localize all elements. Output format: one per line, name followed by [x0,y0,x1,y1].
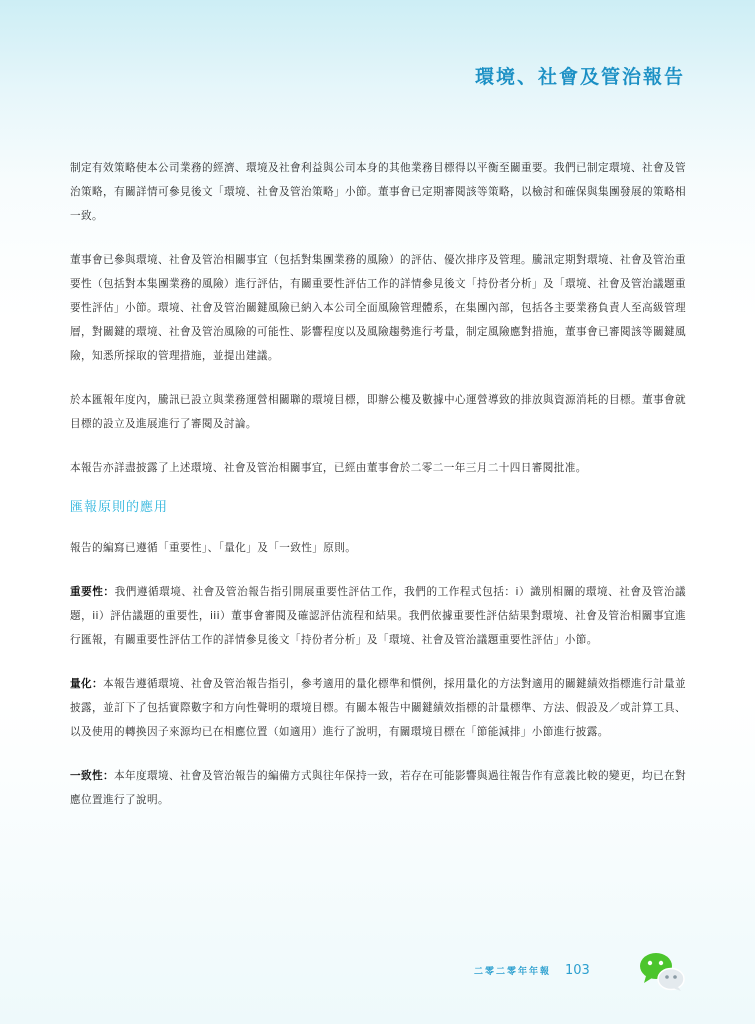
principle-text: 本報告遵循環境、社會及管治報告指引，參考適用的量化標準和慣例，採用量化的方法對適用的關鍵績效指標進行計量並披露，並訂下了包括實際數字和方向性聲明的環境目標。有關本報告中關鍵績效指標的計量標準、方法、假設及／或計算工具、以及使用的轉換因子來源均已在相應位置（如適用）進行了說明，有關環境目標在「節能減排」小節進行披露。 [70,678,686,738]
paragraph-strategy: 制定有效策略使本公司業務的經濟、環境及社會利益與公司本身的其他業務目標得以平衡至關重要。我們已制定環境、社會及管治策略，有關詳情可參見後文「環境、社會及管治策略」小節。董事會已定期審閱該等策略，以檢討和確保與集團發展的策略相一致。 [70,162,686,222]
principle-quantitative [70,672,686,744]
paragraph-approval: 本報告亦詳盡披露了上述環境、社會及管治相關事宜，已經由董事會於二零二一年三月二十四日審閱批准。 [70,462,587,474]
principle-text: 我們遵循環境、社會及管治報告指引開展重要性評估工作，我們的工作程式包括：i）識別相關的環境、社會及管治議題，ii）評估議題的重要性，iii）董事會審閱及確認評估流程和結果。我們依據重要性評估結果對環境、社會及管治相關事宜進行匯報，有關重要性評估工作的詳情參見後文「持份者分析」及「環境、社會及管治議題重要性評估」小節。 [70,586,686,646]
wechat-logo-icon [638,950,686,992]
footer-report-name: 二零二零年年報 [474,967,552,977]
section-intro: 報告的編寫已遵循「重要性」、「量化」及「一致性」原則。 [70,542,357,554]
page-footer [474,963,590,978]
principle-consistency [70,764,686,812]
report-body [70,156,686,812]
principle-materiality [70,580,686,652]
principle-label: 一致性： [70,770,114,782]
section-heading: 匯報原則的應用 [70,500,169,515]
page-number: 103 [565,963,590,978]
paragraph-board-risk: 董事會已參與環境、社會及管治相關事宜（包括對集團業務的風險）的評估、優次排序及管理。騰訊定期對環境、社會及管治重要性（包括對本集團業務的風險）進行評估，有關重要性評估工作的詳情參見後文「持份者分析」及「環境、社會及管治議題重要性評估」小節。環境、社會及管治關鍵風險已納入本公司全面風險管理體系，在集團內部，包括各主要業務負責人至高級管理層，對關鍵的環境、社會及管治風險的可能性、影響程度以及風險趨勢進行考量，制定風險應對措施，董事會已審閱該等關鍵風險，知悉所採取的管理措施，並提出建議。 [70,254,686,362]
principle-label: 重要性： [70,586,115,598]
page-title: 環境、社會及管治報告 [474,66,685,88]
paragraph-targets: 於本匯報年度內，騰訊已設立與業務運營相關聯的環境目標，即辦公樓及數據中心運營導致的排放與資源消耗的目標。董事會就目標的設立及進展進行了審閱及討論。 [70,394,686,430]
principle-label: 量化： [70,678,103,690]
principle-text: 本年度環境、社會及管治報告的編備方式與往年保持一致，若存在可能影響與過往報告作有意義比較的變更，均已在對應位置進行了說明。 [70,770,686,806]
